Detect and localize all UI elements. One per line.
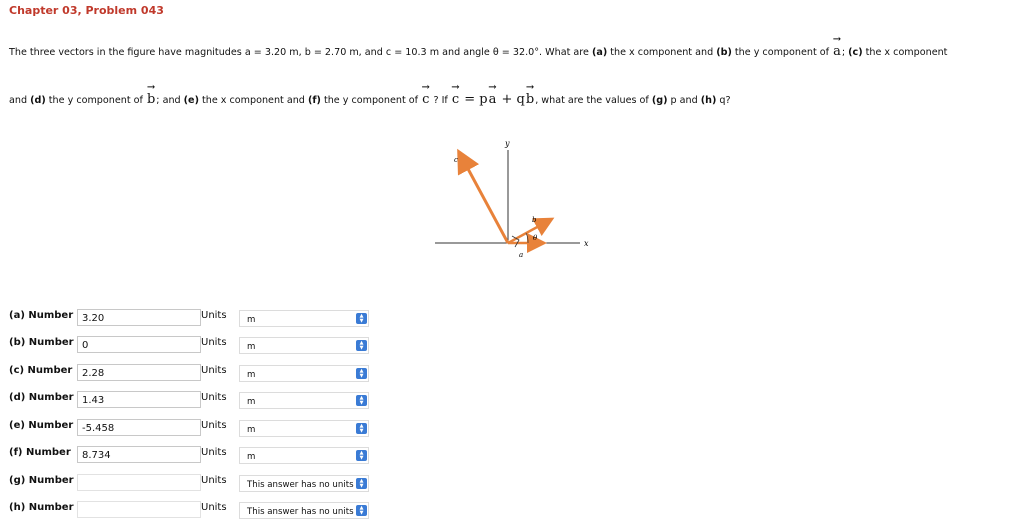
answer-label: (c) Number <box>9 365 73 376</box>
theta-label: θ <box>533 234 538 242</box>
answer-number-input[interactable]: 0 <box>77 336 201 353</box>
answer-label: (d) Number <box>9 392 74 403</box>
answer-number-input[interactable]: 3.20 <box>77 309 201 326</box>
vector-c-symbol-2: → c <box>451 92 460 107</box>
vector-c-label: c <box>454 156 458 164</box>
select-chevron-icon: ▲ ▼ <box>356 368 367 379</box>
units-select[interactable] <box>239 310 369 327</box>
vector-b-symbol: → b <box>146 92 156 107</box>
vector-a-symbol: → a <box>832 44 842 59</box>
vector-c-arrow <box>460 154 508 243</box>
units-select-value: m <box>247 397 256 407</box>
answer-number-input[interactable]: 8.734 <box>77 446 201 463</box>
problem-line-2: and (d) the y component of → b; and (e) the x component and (f) the y component of → c ? If → c = p→ a + q→ b, what are the values of (g) p and (h) q? <box>9 92 731 107</box>
units-label: Units <box>201 420 227 431</box>
x-axis-label: x <box>584 239 589 248</box>
select-chevron-icon: ▲ ▼ <box>356 478 367 489</box>
page-title: Chapter 03, Problem 043 <box>9 4 164 17</box>
units-label: Units <box>201 502 227 513</box>
answer-label: (g) Number <box>9 475 74 486</box>
units-select-value: m <box>247 425 256 435</box>
answer-label: (b) Number <box>9 337 74 348</box>
units-label: Units <box>201 392 227 403</box>
select-chevron-icon: ▲ ▼ <box>356 313 367 324</box>
units-label: Units <box>201 310 227 321</box>
units-label: Units <box>201 365 227 376</box>
answer-number-input[interactable]: 2.28 <box>77 364 201 381</box>
vector-b-symbol-2: → b <box>525 92 535 107</box>
answer-number-input[interactable]: -5.458 <box>77 419 201 436</box>
select-chevron-icon: ▲ ▼ <box>356 450 367 461</box>
vector-c-symbol: → c <box>421 92 430 107</box>
answer-number-input[interactable] <box>77 474 201 491</box>
vector-b-arrow <box>508 220 550 243</box>
answer-number-input[interactable] <box>77 501 201 518</box>
units-select[interactable] <box>239 337 369 354</box>
units-label: Units <box>201 475 227 486</box>
y-axis-label: y <box>505 139 510 148</box>
units-select[interactable] <box>239 502 369 519</box>
vector-figure <box>430 132 600 262</box>
units-select-value: m <box>247 342 256 352</box>
units-select-value: m <box>247 452 256 462</box>
units-select[interactable] <box>239 365 369 382</box>
units-label: Units <box>201 447 227 458</box>
select-chevron-icon: ▲ ▼ <box>356 340 367 351</box>
units-select[interactable] <box>239 392 369 409</box>
theta-arc <box>526 233 528 243</box>
vector-a-symbol-2: → a <box>488 92 498 107</box>
answer-number-input[interactable]: 1.43 <box>77 391 201 408</box>
select-chevron-icon: ▲ ▼ <box>356 505 367 516</box>
answer-label: (a) Number <box>9 310 74 321</box>
units-select-value: m <box>247 370 256 380</box>
units-select-value: m <box>247 315 256 325</box>
units-label: Units <box>201 337 227 348</box>
answer-label: (e) Number <box>9 420 74 431</box>
units-select-value: This answer has no units <box>247 480 354 490</box>
select-chevron-icon: ▲ ▼ <box>356 423 367 434</box>
vector-b-label: b <box>532 216 537 224</box>
units-select[interactable] <box>239 447 369 464</box>
problem-line-1: The three vectors in the figure have magnitudes a = 3.20 m, b = 2.70 m, and c = 10.3 m and angle θ = 32.0°. What are (a) the x component and (b) the y component of → a; (c) the x component <box>9 44 947 59</box>
units-select[interactable] <box>239 420 369 437</box>
units-select[interactable] <box>239 475 369 492</box>
answer-label: (h) Number <box>9 502 74 513</box>
vector-a-label: a <box>519 251 524 259</box>
select-chevron-icon: ▲ ▼ <box>356 395 367 406</box>
units-select-value: This answer has no units <box>247 507 354 517</box>
answer-label: (f) Number <box>9 447 71 458</box>
